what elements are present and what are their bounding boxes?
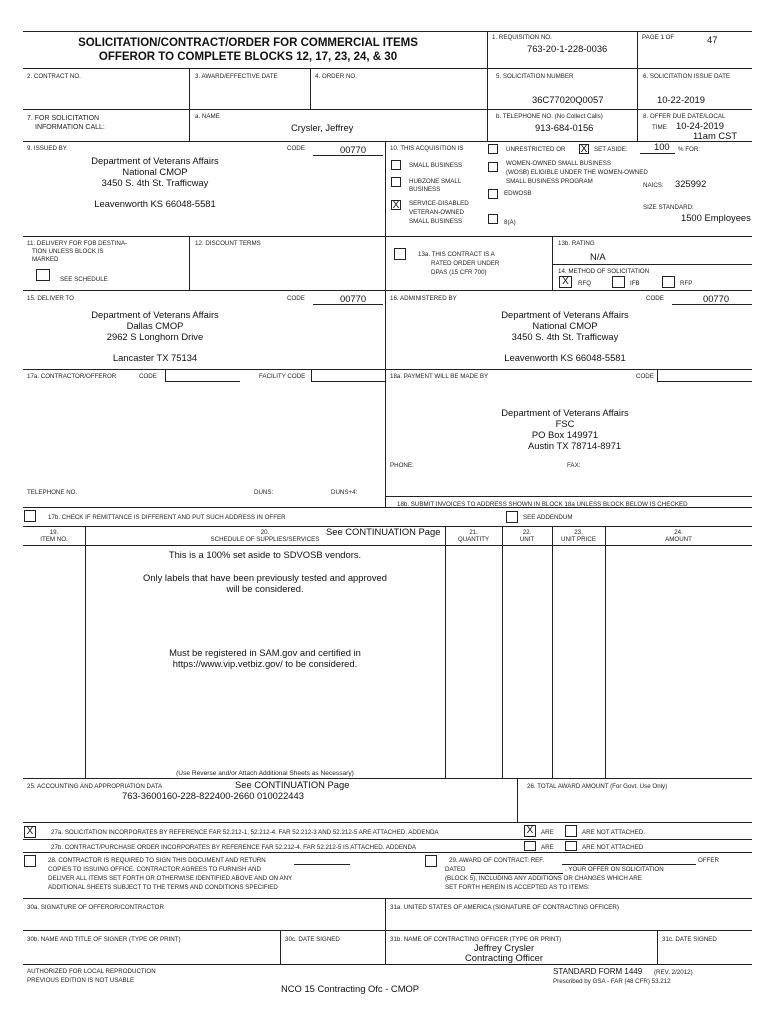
accounting-data: 763-3600160-228-822400-2660 010022443 — [122, 790, 304, 801]
rule — [552, 236, 553, 290]
col19-line2: ITEM NO. — [40, 536, 68, 543]
block1-label: 1. REQUISITION NO. — [492, 34, 552, 41]
27a-are-label: ARE — [541, 829, 554, 836]
code-underline — [165, 381, 240, 382]
block18a-label: 18a. PAYMENT WILL BE MADE BY — [390, 373, 489, 380]
rule — [23, 545, 752, 546]
col22-line2: UNIT — [519, 536, 535, 543]
block15-label: 15. DELIVER TO — [27, 295, 74, 302]
contact-phone: 913-684-0156 — [535, 122, 594, 133]
rule — [23, 68, 752, 69]
block28-line3: DELIVER ALL ITEMS SET FORTH OR OTHERWISE IDENTIFIED ABOVE AND ON ANY — [48, 875, 293, 882]
rfq-checkbox[interactable]: X — [559, 276, 572, 288]
27a-checkbox[interactable]: X — [24, 826, 36, 838]
block25-label: 25. ACCOUNTING AND APPROPRIATION DATA — [27, 783, 163, 790]
hubzone-label-line2: BUSINESS — [409, 186, 441, 193]
block18b-label: 18b. SUBMIT INVOICES TO ADDRESS SHOWN IN BLOCK 18a UNLESS BLOCK BELOW IS CHECKED — [397, 501, 688, 508]
payment-city: Austin TX 78714-8971 — [528, 440, 622, 451]
block31b-label: 31b. NAME OF CONTRACTING OFFICER (TYPE OR PRINT) — [390, 936, 562, 943]
set-aside-checkbox[interactable]: X — [580, 144, 588, 155]
contracting-officer-name: Jeffrey Crysler — [473, 942, 535, 953]
rule — [23, 930, 752, 931]
block2-label: 2. CONTRACT NO. — [27, 73, 81, 80]
27a-are-checkbox[interactable]: X — [524, 825, 536, 837]
page-total: 47 — [707, 34, 718, 45]
edwosb-checkbox[interactable] — [488, 189, 498, 199]
phone-label: PHONE: — [390, 462, 414, 469]
rule — [23, 898, 752, 899]
block29-line1: 29. AWARD OF CONTRACT: REF. — [449, 857, 545, 864]
block31a-label: 31a. UNITED STATES OF AMERICA (SIGNATURE OF CONTRACTING OFFICER) — [390, 904, 619, 911]
deliver-to-code: 00770 — [340, 293, 367, 304]
ifb-checkbox[interactable] — [612, 276, 625, 288]
wosb-label-line1: WOMEN-OWNED SMALL BUSINESS — [506, 160, 611, 167]
rule — [310, 68, 311, 109]
27b-are-not-label: ARE NOT ATTACHED — [582, 844, 644, 851]
col24-line1: 24. — [674, 529, 683, 536]
8a-checkbox[interactable] — [488, 214, 498, 224]
rule — [385, 898, 386, 964]
block10-label: 10. THIS ACQUISITION IS — [390, 145, 464, 152]
block14-label: 14. METHOD OF SOLICITATION — [558, 268, 650, 275]
block29-offer: OFFER — [698, 857, 719, 864]
block29-dated: DATED — [445, 866, 466, 873]
rule — [189, 236, 190, 290]
27b-are-label: ARE — [541, 844, 554, 851]
issued-by-code: 00770 — [340, 144, 367, 155]
schedule-text-1: This is a 100% set aside to SDVOSB vendors. — [168, 549, 362, 560]
col20-continuation-note: See CONTINUATION Page — [326, 526, 441, 537]
form-title-line1: SOLICITATION/CONTRACT/ORDER FOR COMMERCIAL ITEMS — [78, 37, 418, 49]
rating-value: N/A — [590, 251, 606, 262]
administered-by-address: Department of Veterans Affairs National CMOP 3450 S. 4th St. Trafficway Leavenworth KS 66048-5581 — [501, 309, 629, 364]
block5-label: 5. SOLICITATION NUMBER — [496, 73, 574, 80]
offer-due-time: 11am CST — [693, 130, 738, 141]
footer-form-name: STANDARD FORM 1449 — [553, 967, 643, 976]
contracting-officer-title: Contracting Officer — [465, 952, 543, 963]
block25-continuation-note: See CONTINUATION Page — [235, 779, 350, 790]
rule — [23, 839, 752, 840]
block30c-label: 30c. DATE SIGNED — [285, 936, 340, 943]
rule — [487, 31, 488, 68]
rule — [445, 526, 446, 778]
size-standard-label: SIZE STANDARD: — [643, 204, 694, 211]
rfp-checkbox[interactable] — [662, 276, 675, 288]
block6-label: 6. SOLICITATION ISSUE DATE — [643, 73, 730, 80]
code-underline — [311, 381, 385, 382]
rule — [23, 778, 752, 779]
unrestricted-label: UNRESTRICTED OR — [506, 146, 566, 153]
rule — [280, 930, 281, 964]
sdvosb-label-line2: VETERAN-OWNED — [409, 209, 465, 216]
rule — [605, 526, 606, 778]
27a-are-not-label: ARE NOT ATTACHED. — [582, 829, 645, 836]
facility-code-label: FACILITY CODE — [259, 373, 306, 380]
block9-label: 9. ISSUED BY — [27, 145, 67, 152]
set-aside-percent: 100 — [654, 141, 670, 152]
29-checkbox[interactable] — [425, 855, 437, 867]
hubzone-checkbox[interactable] — [391, 177, 401, 187]
8a-label: 8(A) — [504, 219, 516, 226]
footer-prescribed: Prescribed by GSA - FAR (48 CFR) 53.212 — [553, 978, 671, 985]
see-addendum-checkbox[interactable] — [506, 511, 518, 523]
block13a-line2: RATED ORDER UNDER — [431, 260, 500, 267]
set-aside-label: SET ASIDE: — [594, 146, 628, 153]
contact-name: Crysler, Jeffrey — [291, 122, 354, 133]
form-title-line2: OFFEROR TO COMPLETE BLOCKS 12, 17, 23, 24, & 30 — [98, 51, 398, 63]
dated-underline — [471, 873, 563, 874]
rfp-label: RFP — [680, 280, 693, 287]
block28-line4: ADDITIONAL SHEETS SUBJECT TO THE TERMS AND CONDITIONS SPECIFIED — [48, 884, 278, 891]
rule — [487, 68, 488, 141]
block8-label: 8. OFFER DUE DATE/LOCAL — [643, 113, 726, 120]
small-business-label: SMALL BUSINESS — [409, 162, 463, 169]
fax-label: FAX: — [567, 462, 581, 469]
code-underline — [657, 381, 752, 382]
rule — [502, 526, 503, 778]
col24-line2: AMOUNT — [665, 536, 692, 543]
footer-office: NCO 15 Contracting Ofc - CMOP — [281, 983, 420, 994]
offer-due-date: 10-24-2019 — [676, 120, 724, 131]
block29-line2b: . YOUR OFFER ON SOLICITATION — [565, 866, 664, 873]
block11-line1: 11. DELIVERY FOR FOB DESTINA- — [27, 240, 128, 247]
rule — [385, 496, 752, 497]
issued-by-address: Department of Veterans Affairs National CMOP 3450 S. 4th St. Trafficway Leavenworth KS 66048-5581 — [91, 155, 219, 210]
schedule-text-3: Must be registered in SAM.gov and certified in https://www.vip.vetbiz.gov/ to be considered. — [169, 647, 361, 669]
footer-auth: AUTHORIZED FOR LOCAL REPRODUCTION — [27, 968, 156, 975]
telephone-label: TELEPHONE NO. — [27, 489, 78, 496]
block18a-code-label: CODE — [636, 373, 654, 380]
duns4-label: DUNS+4: — [331, 489, 358, 496]
rule — [23, 822, 752, 823]
rule — [23, 852, 752, 853]
see-schedule-label: SEE SCHEDULE — [60, 276, 108, 283]
col20-line1: 20. — [260, 529, 270, 536]
rule — [23, 141, 752, 142]
rule — [189, 68, 190, 141]
rule — [553, 264, 752, 265]
copies-underline — [294, 864, 350, 865]
pct-for-label: % FOR: — [678, 146, 701, 153]
requisition-number: 763-20-1-228-0036 — [527, 43, 608, 54]
block17a-label: 17a. CONTRACTOR/OFFEROR — [27, 373, 117, 380]
edwosb-label: EDWOSB — [504, 190, 532, 197]
col22-line1: 22. — [522, 529, 532, 536]
rule — [311, 369, 312, 381]
rule — [23, 290, 752, 291]
sdvosb-checkbox[interactable]: X — [392, 200, 400, 211]
hubzone-label-line1: HUBZONE SMALL — [409, 178, 462, 185]
size-standard-value: 1500 Employees — [681, 212, 751, 223]
wosb-label-line2: (WOSB) ELIGIBLE UNDER THE WOMEN-OWNED — [506, 169, 648, 176]
rule — [23, 964, 752, 965]
block29-line3: (BLOCK 5), INCLUDING ANY ADDITIONS OR CHANGES WHICH ARE — [445, 875, 642, 882]
schedule-text-2: Only labels that have been previously tested and approved will be considered. — [143, 572, 387, 594]
block27b-label: 27b. CONTRACT/PURCHASE ORDER INCORPORATES BY REFERENCE FAR 52.212-4. FAR 52.212-5 IS ATTACHED. ADDENDA — [51, 844, 417, 851]
block3-label: 3. AWARD/EFFECTIVE DATE — [195, 73, 278, 80]
rule — [637, 31, 638, 141]
rule — [23, 109, 752, 110]
block29-line4: SET FORTH HEREIN IS ACCEPTED AS TO ITEMS: — [445, 884, 590, 891]
block16-label: 16. ADMINISTERED BY — [390, 295, 457, 302]
ref-underline — [562, 864, 696, 865]
28-checkbox[interactable] — [24, 855, 36, 867]
remittance-checkbox[interactable] — [24, 510, 36, 522]
col23-line1: 23. — [574, 529, 583, 536]
rfq-label: RFQ — [578, 280, 592, 287]
block17a-code-label: CODE — [139, 373, 157, 380]
naics-label: NAICS: — [643, 182, 664, 189]
block16-code-label: CODE — [646, 295, 664, 302]
27a-are-not-checkbox[interactable] — [565, 825, 577, 837]
block12-label: 12. DISCOUNT TERMS — [195, 240, 261, 247]
block13b-label: 13b. RATING — [558, 240, 595, 247]
pct-underline — [640, 153, 675, 154]
sdvosb-label-line3: SMALL BUSINESS — [409, 218, 463, 225]
administered-by-code: 00770 — [703, 293, 730, 304]
col23-line2: UNIT PRICE — [561, 536, 596, 543]
block15-code-label: CODE — [287, 295, 305, 302]
unrestricted-checkbox[interactable] — [488, 144, 498, 154]
rule — [552, 526, 553, 778]
rule — [517, 778, 518, 822]
rule — [165, 369, 166, 381]
block28-line1: 28. CONTRACTOR IS REQUIRED TO SIGN THIS DOCUMENT AND RETURN — [48, 857, 266, 864]
block8-time-label: TIME — [652, 124, 667, 131]
deliver-to-address: Department of Veterans Affairs Dallas CMOP 2962 S Longhorn Drive Lancaster TX 75134 — [91, 309, 219, 364]
block13a-line1: 13a. THIS CONTRACT IS A — [418, 251, 495, 258]
dpas-checkbox[interactable] — [394, 248, 406, 260]
payment-address: Department of Veterans Affairs FSC PO Box 149971 — [501, 407, 629, 440]
see-schedule-checkbox[interactable] — [36, 269, 50, 281]
block13a-line3: DPAS (15 CFR 700) — [431, 269, 487, 276]
block7-label-line1: 7. FOR SOLICITATION — [27, 115, 100, 122]
page-label: PAGE 1 OF — [642, 34, 675, 41]
block17b-label: 17b. CHECK IF REMITTANCE IS DIFFERENT AND PUT SUCH ADDRESS IN OFFER — [48, 514, 286, 521]
rule — [23, 31, 752, 32]
block31c-label: 31c. DATE SIGNED — [662, 936, 717, 943]
duns-label: DUNS: — [254, 489, 274, 496]
block30a-label: 30a. SIGNATURE OF OFFEROR/CONTRACTOR — [27, 904, 164, 911]
block7-label-line2: INFORMATION CALL: — [35, 124, 105, 131]
wosb-label-line3: SMALL BUSINESS PROGRAM — [506, 178, 593, 185]
solicitation-issue-date: 10-22-2019 — [657, 94, 705, 105]
27b-are-not-checkbox[interactable] — [565, 841, 577, 851]
ifb-label: IFB — [630, 280, 640, 287]
27b-are-checkbox[interactable] — [524, 841, 536, 851]
small-business-checkbox[interactable] — [391, 160, 401, 170]
col19-line1: 19. — [49, 529, 59, 536]
col21-line2: QUANTITY — [457, 536, 490, 543]
footer-prev-edition: PREVIOUS EDITION IS NOT USABLE — [27, 977, 135, 984]
rule — [385, 141, 386, 508]
sdvosb-label-line1: SERVICE-DISABLED — [409, 200, 469, 207]
block11-line2: TION UNLESS BLOCK IS — [32, 248, 104, 255]
solicitation-number: 36C77020Q0057 — [532, 94, 604, 105]
block7b-label: b. TELEPHONE NO. (No Collect Calls) — [496, 113, 603, 120]
rule — [23, 369, 752, 370]
rule — [23, 236, 752, 237]
wosb-checkbox[interactable] — [488, 162, 498, 172]
col21-line1: 21. — [469, 529, 478, 536]
block7a-label: a. NAME — [195, 113, 220, 120]
see-addendum-label: SEE ADDENDUM — [523, 514, 573, 521]
block9-code-label: CODE — [287, 145, 305, 152]
block27a-label: 27a. SOLICITATION INCORPORATES BY REFERENCE FAR 52.212-1, 52.212-4. FAR 52.212-3 AND 52.212-5 ARE ATTACHED. ADDENDA — [51, 829, 439, 836]
rule — [657, 369, 658, 381]
block26-label: 26. TOTAL AWARD AMOUNT (For Govt. Use Only) — [527, 783, 668, 790]
block30b-label: 30b. NAME AND TITLE OF SIGNER (TYPE OR PRINT) — [27, 936, 181, 943]
block28-line2: COPIES TO ISSUING OFFICE. CONTRACTOR AGREES TO FURNISH AND — [48, 866, 261, 873]
block4-label: 4. ORDER NO. — [315, 73, 357, 80]
naics-value: 325992 — [675, 178, 707, 189]
additional-sheets-note: (Use Reverse and/or Attach Additional Sheets as Necessary) — [176, 770, 354, 777]
block11-line3: MARKED — [32, 256, 59, 263]
col20-line2: SCHEDULE OF SUPPLIES/SERVICES — [210, 536, 320, 543]
footer-rev: (REV. 2/2012) — [654, 969, 693, 976]
rule — [657, 930, 658, 964]
